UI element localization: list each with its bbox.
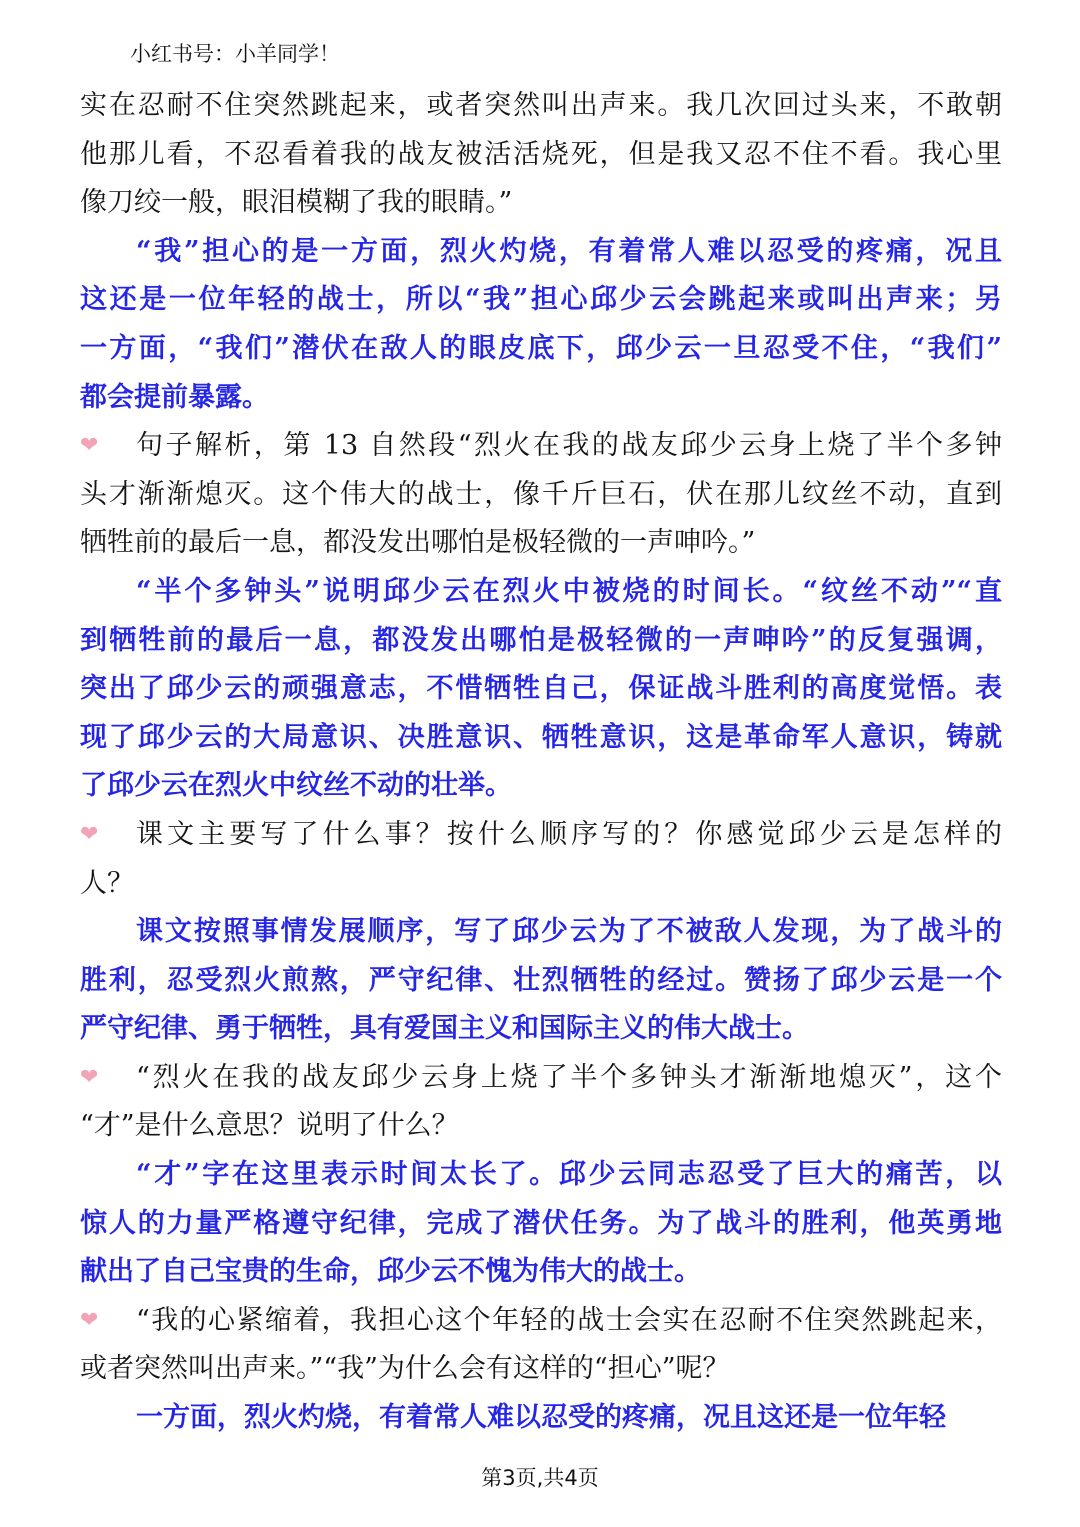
question-paragraph	[80, 811, 1002, 908]
paragraph-line	[80, 665, 1002, 714]
paragraph-line	[80, 1394, 1002, 1443]
heart-icon: ❤	[80, 1064, 99, 1090]
answer-paragraph	[80, 568, 1002, 811]
text-line: 突出了邱少云的顽强意志，不惜牺牲自己，保证战斗胜利的高度觉悟。表	[80, 673, 1002, 705]
paragraph-line	[80, 617, 1002, 666]
paragraph-line	[80, 568, 1002, 617]
answer-paragraph	[80, 228, 1002, 422]
text-line: 头才渐渐熄灭。这个伟大的战士，像千斤巨石，伏在那儿纹丝不动，直到	[80, 478, 1002, 510]
heart-icon: ❤	[80, 433, 99, 459]
paragraph-line	[80, 1005, 1002, 1054]
paragraph-line	[80, 519, 1002, 568]
text-line: 严守纪律、勇于牺牲，具有爱国主义和国际主义的伟大战士。	[80, 1013, 809, 1045]
paragraph-line	[80, 1102, 1002, 1151]
text-line: 像刀绞一般，眼泪模糊了我的眼睛。”	[80, 187, 513, 219]
text-line: 到牺牲前的最后一息，都没发出哪怕是极轻微的一声呻吟”的反复强调，	[80, 624, 1002, 656]
text-line: “才”是什么意思？说明了什么？	[80, 1110, 459, 1142]
text-line: 惊人的力量严格遵守纪律，完成了潜伏任务。为了战斗的胜利，他英勇地	[80, 1207, 1002, 1239]
paragraph-line	[80, 762, 1002, 811]
text-line: “我”担心的是一方面，烈火灼烧，有着常人难以忍受的疼痛，况且	[136, 235, 1002, 267]
page-footer: 第3页,共4页	[481, 1466, 599, 1490]
paragraph-line	[80, 82, 1002, 131]
paragraph-line	[80, 422, 1002, 471]
text-line: 句子解析，第 13 自然段“烈火在我的战友邱少云身上烧了半个多钟	[136, 430, 1002, 462]
text-line: 献出了自己宝贵的生命，邱少云不愧为伟大的战士。	[80, 1256, 701, 1288]
text-line: 一方面，“我们”潜伏在敌人的眼皮底下，邱少云一旦忍受不住，“我们”	[80, 332, 1002, 364]
paragraph-line	[80, 1151, 1002, 1200]
answer-paragraph	[80, 1151, 1002, 1297]
text-line: 人？	[80, 867, 134, 899]
paragraph-line	[80, 908, 1002, 957]
paragraph-line	[80, 1248, 1002, 1297]
text-paragraph	[80, 82, 1002, 228]
paragraph-line	[80, 957, 1002, 1006]
paragraph-line	[80, 1345, 1002, 1394]
text-line: 现了邱少云的大局意识、决胜意识、牺牲意识，这是革命军人意识，铸就	[80, 721, 1002, 753]
text-line: 都会提前暴露。	[80, 381, 269, 413]
paragraph-line	[80, 325, 1002, 374]
paragraph-line	[80, 1054, 1002, 1103]
paragraph-line	[80, 1200, 1002, 1249]
paragraph-line	[80, 131, 1002, 180]
paragraph-line	[80, 228, 1002, 277]
text-line: 课文按照事情发展顺序，写了邱少云为了不被敌人发现，为了战斗的	[136, 916, 1002, 948]
answer-paragraph	[80, 908, 1002, 1054]
watermark-header: 小红书号：小羊同学！	[130, 42, 340, 66]
text-line: “才”字在这里表示时间太长了。邱少云同志忍受了巨大的痛苦，以	[136, 1159, 1002, 1191]
text-line: “半个多钟头”说明邱少云在烈火中被烧的时间长。“纹丝不动”“直	[136, 575, 1002, 607]
paragraph-line	[80, 714, 1002, 763]
text-line: 胜利，忍受烈火煎熬，严守纪律、壮烈牺牲的经过。赞扬了邱少云是一个	[80, 964, 1002, 996]
heart-icon: ❤	[80, 1307, 99, 1333]
text-line: 了邱少云在烈火中纹丝不动的壮举。	[80, 770, 512, 802]
paragraph-line	[80, 276, 1002, 325]
text-line: 课文主要写了什么事？按什么顺序写的？你感觉邱少云是怎样的	[136, 818, 1002, 850]
text-line: 一方面，烈火灼烧，有着常人难以忍受的疼痛，况且这还是一位年轻	[136, 1402, 946, 1434]
text-line: 这还是一位年轻的战士，所以“我”担心邱少云会跳起来或叫出声来；另	[80, 284, 1002, 316]
text-line: “我的心紧缩着，我担心这个年轻的战士会实在忍耐不住突然跳起来，	[136, 1304, 1002, 1336]
paragraph-line	[80, 471, 1002, 520]
paragraph-line	[80, 860, 1002, 909]
question-paragraph	[80, 1297, 1002, 1394]
text-line: 实在忍耐不住突然跳起来，或者突然叫出声来。我几次回过头来，不敢朝	[80, 90, 1002, 121]
text-line: 或者突然叫出声来。”“我”为什么会有这样的“担心”呢？	[80, 1353, 730, 1385]
question-paragraph	[80, 1054, 1002, 1151]
paragraph-line	[80, 811, 1002, 860]
paragraph-line	[80, 179, 1002, 228]
text-line: 他那儿看，不忍看着我的战友被活活烧死，但是我又忍不住不看。我心里	[80, 138, 1002, 170]
heart-icon: ❤	[80, 821, 99, 847]
paragraph-line	[80, 374, 1002, 423]
text-line: “烈火在我的战友邱少云身上烧了半个多钟头才渐渐地熄灭”，这个	[136, 1061, 1002, 1093]
answer-paragraph	[80, 1394, 1002, 1443]
document-body	[80, 82, 1002, 1443]
paragraph-line	[80, 1297, 1002, 1346]
question-paragraph	[80, 422, 1002, 568]
text-line: 牺牲前的最后一息，都没发出哪怕是极轻微的一声呻吟。”	[80, 527, 756, 559]
